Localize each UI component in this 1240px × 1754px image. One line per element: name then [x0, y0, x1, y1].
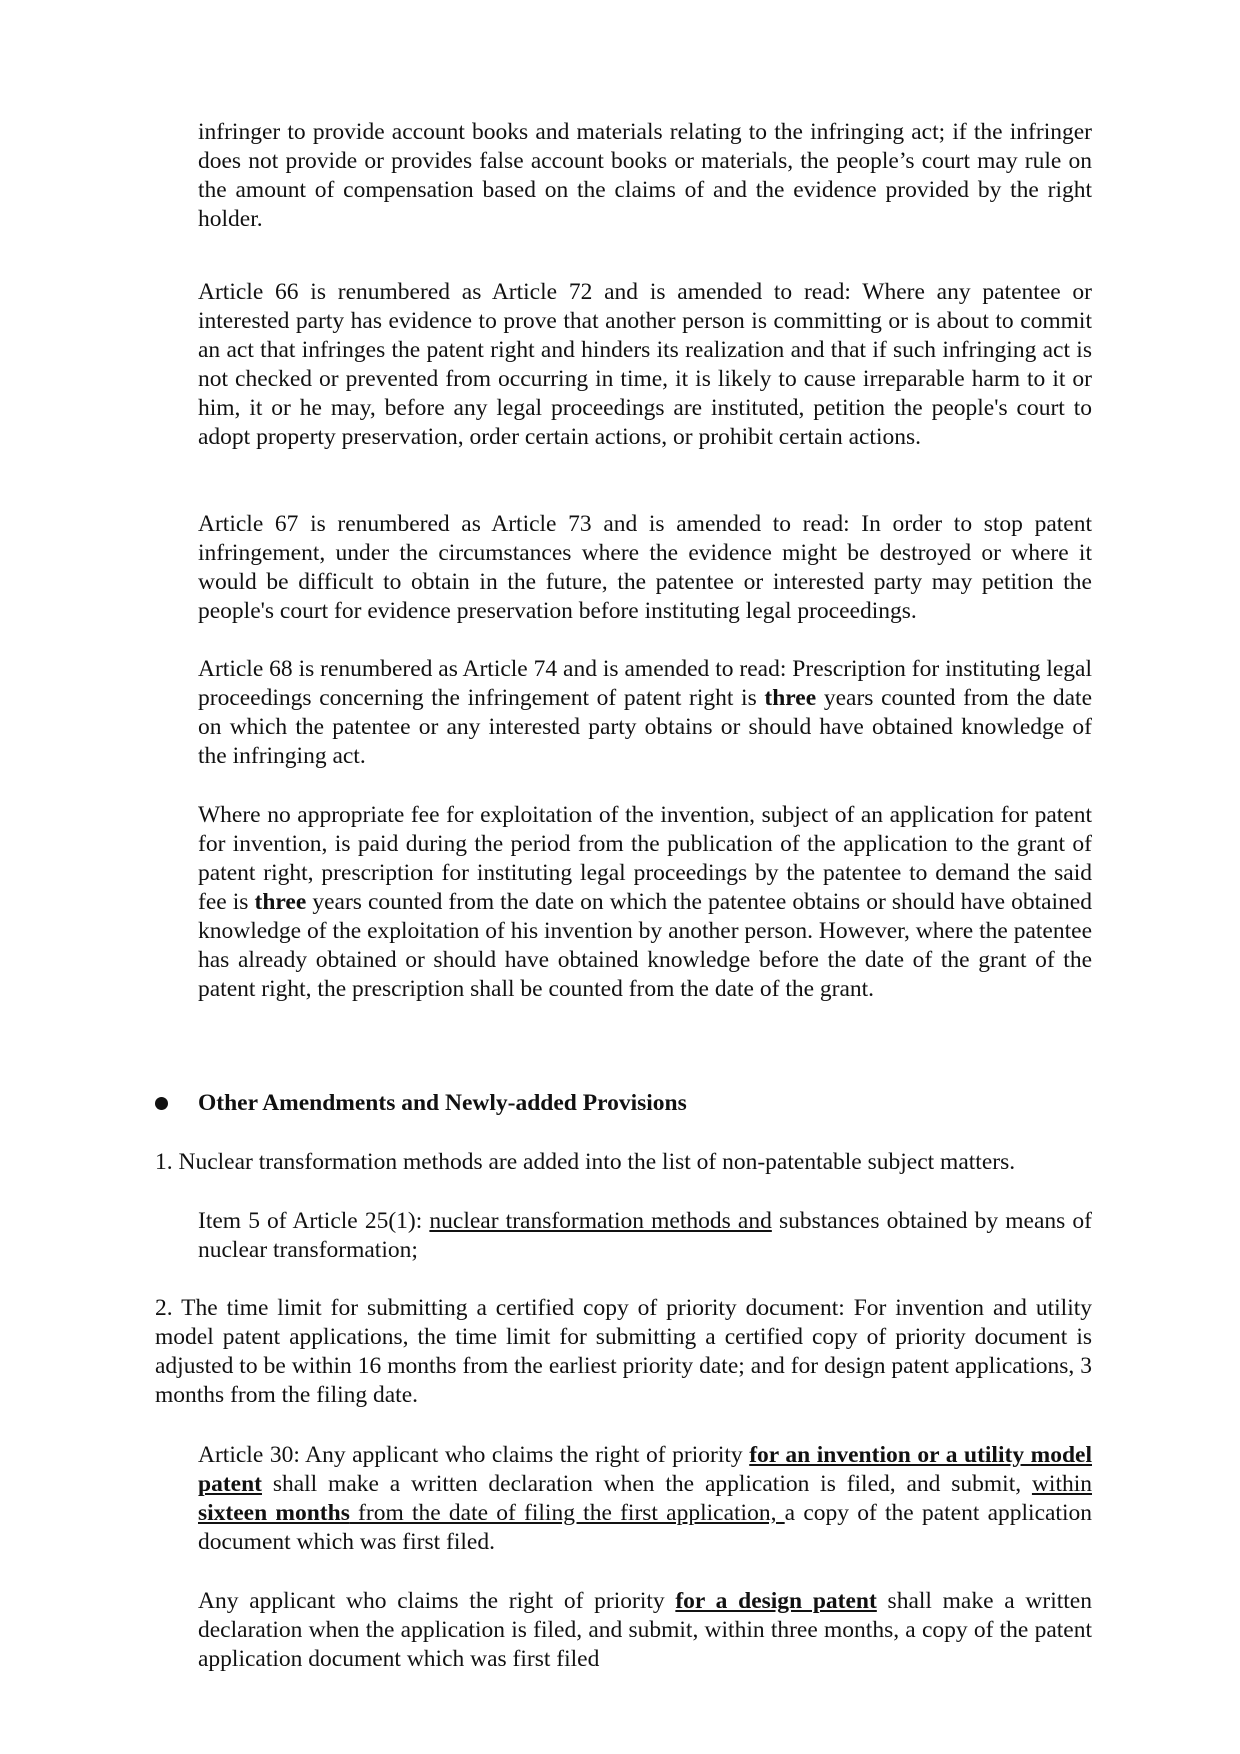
- paragraph-item-1: [155, 1148, 1092, 1177]
- paragraph-account-books: [198, 118, 1092, 234]
- bold-underlined-term: sixteen months: [198, 1500, 350, 1526]
- paragraph-text: 1. Nuclear transformation methods are added into the list of non-patentable subject matters.: [155, 1149, 1016, 1175]
- text-segment: a copy of the patent application document which was first filed.: [198, 1500, 1092, 1555]
- underlined-term: nuclear transformation methods and: [429, 1208, 772, 1234]
- bullet-icon: [155, 1097, 168, 1110]
- paragraph-text: infringer to provide account books and materials relating to the infringing act; if the infringer does not provide or provides false account books or materials, the people’s court may rule on the amount of compensation based on the claims of and the evidence provided by the right holder.: [198, 119, 1092, 232]
- bold-term: three: [254, 889, 307, 915]
- bold-term: three: [764, 685, 817, 711]
- paragraph-article-73: [198, 510, 1092, 626]
- underlined-term: from the date of filing the first application,: [349, 1500, 785, 1526]
- bold-underlined-term: for an invention or a utility model patent: [198, 1442, 1092, 1497]
- paragraph-text: 2. The time limit for submitting a certified copy of priority document: For invention and utility model patent applications, the time limit for submitting a certified copy of priority document is adjusted to be within 16 months from the earliest priority date; and for design patent applications, 3 months from the filing date.: [155, 1295, 1092, 1408]
- paragraph-article-25: [198, 1207, 1092, 1265]
- paragraph-text: Article 67 is renumbered as Article 73 and is amended to read: In order to stop patent infringement, under the circumstances where the evidence might be destroyed or where it would be difficult to obtain in the future, the patentee or interested party may petition the people's court for evidence preservation before instituting legal proceedings.: [198, 511, 1092, 624]
- paragraph-article-74: [198, 655, 1092, 771]
- underlined-term: within: [1031, 1471, 1092, 1497]
- text-segment: Where no appropriate fee for exploitation of the invention, subject of an application for patent for invention, is paid during the period from the publication of the application to the grant of patent right, prescription for instituting legal proceedings by the patentee to demand the said fee is: [198, 802, 1092, 915]
- text-segment: shall make a written declaration when the application is filed, and submit,: [261, 1471, 1032, 1497]
- text-segment: shall make a written declaration when the application is filed, and submit, within three months, a copy of the patent application document which was first filed: [198, 1588, 1092, 1672]
- text-segment: Item 5 of Article 25(1):: [198, 1208, 430, 1234]
- section-heading: Other Amendments and Newly-added Provisions: [198, 1090, 687, 1116]
- text-segment: Article 30: Any applicant who claims the right of priority: [198, 1442, 750, 1468]
- paragraph-item-2: [155, 1294, 1092, 1410]
- paragraph-exploitation-fee: [198, 801, 1092, 1004]
- paragraph-article-72: [198, 278, 1092, 452]
- text-segment: substances obtained by means of nuclear transformation;: [198, 1208, 1092, 1263]
- text-segment: Article 68 is renumbered as Article 74 and is amended to read: Prescription for instituting legal proceedings concerning the infringement of patent right is: [198, 656, 1092, 711]
- text-segment: Any applicant who claims the right of priority: [198, 1588, 676, 1614]
- paragraph-article-30: [198, 1441, 1092, 1557]
- paragraph-design-priority: [198, 1587, 1092, 1674]
- bold-underlined-term: for a design patent: [675, 1588, 877, 1614]
- text-segment: years counted from the date on which the patentee obtains or should have obtained knowledge of the exploitation of his invention by another person. However, where the patentee has already obtained or should have obtained knowledge before the date of the grant of the patent right, the prescription shall be counted from the date of the grant.: [198, 889, 1092, 1002]
- text-segment: years counted from the date on which the patentee or any interested party obtains or should have obtained knowledge of the infringing act.: [198, 685, 1092, 769]
- paragraph-text: Article 66 is renumbered as Article 72 and is amended to read: Where any patentee or interested party has evidence to prove that another person is committing or is about to commit an act that infringes the patent right and hinders its realization and that if such infringing act is not checked or prevented from occurring in time, it is likely to cause irreparable harm to it or him, it or he may, before any legal proceedings are instituted, petition the people's court to adopt property preservation, order certain actions, or prohibit certain actions.: [198, 279, 1092, 450]
